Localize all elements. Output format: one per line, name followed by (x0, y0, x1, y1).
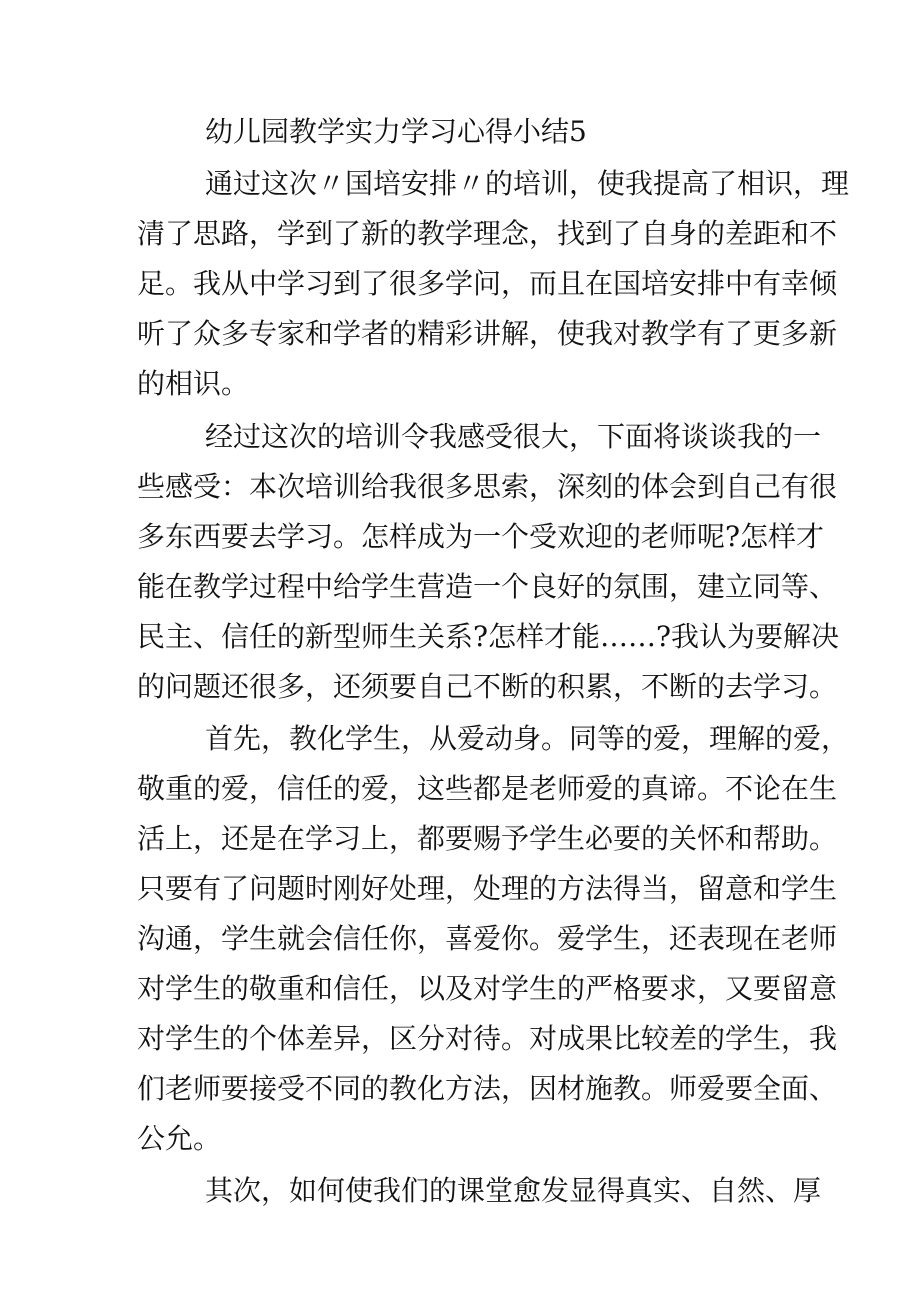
paragraph-3-line-8: 们老师要接受不同的教化方法，因材施教。师爱要全面、 (137, 1072, 838, 1105)
paragraph-2-line-6: 的问题还很多，还须要自己不断的积累，不断的去学习。 (137, 670, 838, 703)
paragraph-1-line-2: 清了思路，学到了新的教学理念，找到了自身的差距和不 (137, 217, 838, 250)
paragraph-1-line-4: 听了众多专家和学者的精彩讲解，使我对教学有了更多新 (137, 317, 838, 350)
paragraph-1-line-3: 足。我从中学习到了很多学问，而且在国培安排中有幸倾 (137, 267, 838, 300)
paragraph-2-line-4: 能在教学过程中给学生营造一个良好的氛围，建立同等、 (137, 570, 838, 603)
paragraph-3-line-6: 对学生的敬重和信任，以及对学生的严格要求，又要留意 (137, 972, 838, 1005)
paragraph-3-line-5: 沟通，学生就会信任你，喜爱你。爱学生，还表现在老师 (137, 922, 838, 955)
paragraph-3-line-7: 对学生的个体差异，区分对待。对成果比较差的学生，我 (137, 1022, 838, 1055)
paragraph-3-line-1: 首先，教化学生，从爱动身。同等的爱，理解的爱， (205, 722, 850, 755)
paragraph-1-line-5: 的相识。 (137, 367, 250, 400)
document-title: 幼儿园教学实力学习心得小结5 (205, 115, 587, 148)
paragraph-4-line-1: 其次，如何使我们的课堂愈发显得真实、自然、厚 (205, 1174, 822, 1207)
paragraph-3-line-4: 只要有了问题时刚好处理，处理的方法得当，留意和学生 (137, 872, 838, 905)
paragraph-2-line-5: 民主、信任的新型师生关系?怎样才能……?我认为要解决 (137, 620, 840, 653)
paragraph-3-line-9: 公允。 (137, 1122, 222, 1155)
paragraph-2-line-2: 些感受：本次培训给我很多思索，深刻的体会到自己有很 (137, 470, 838, 503)
paragraph-1-line-1: 通过这次〃国培安排〃的培训，使我提高了相识，理 (205, 167, 850, 200)
paragraph-3-line-2: 敬重的爱，信任的爱，这些都是老师爱的真谛。不论在生 (137, 772, 838, 805)
paragraph-3-line-3: 活上，还是在学习上，都要赐予学生必要的关怀和帮助。 (137, 822, 838, 855)
paragraph-2-line-3: 多东西要去学习。怎样成为一个受欢迎的老师呢?怎样才 (137, 520, 825, 553)
paragraph-2-line-1: 经过这次的培训令我感受很大，下面将谈谈我的一 (205, 420, 822, 453)
